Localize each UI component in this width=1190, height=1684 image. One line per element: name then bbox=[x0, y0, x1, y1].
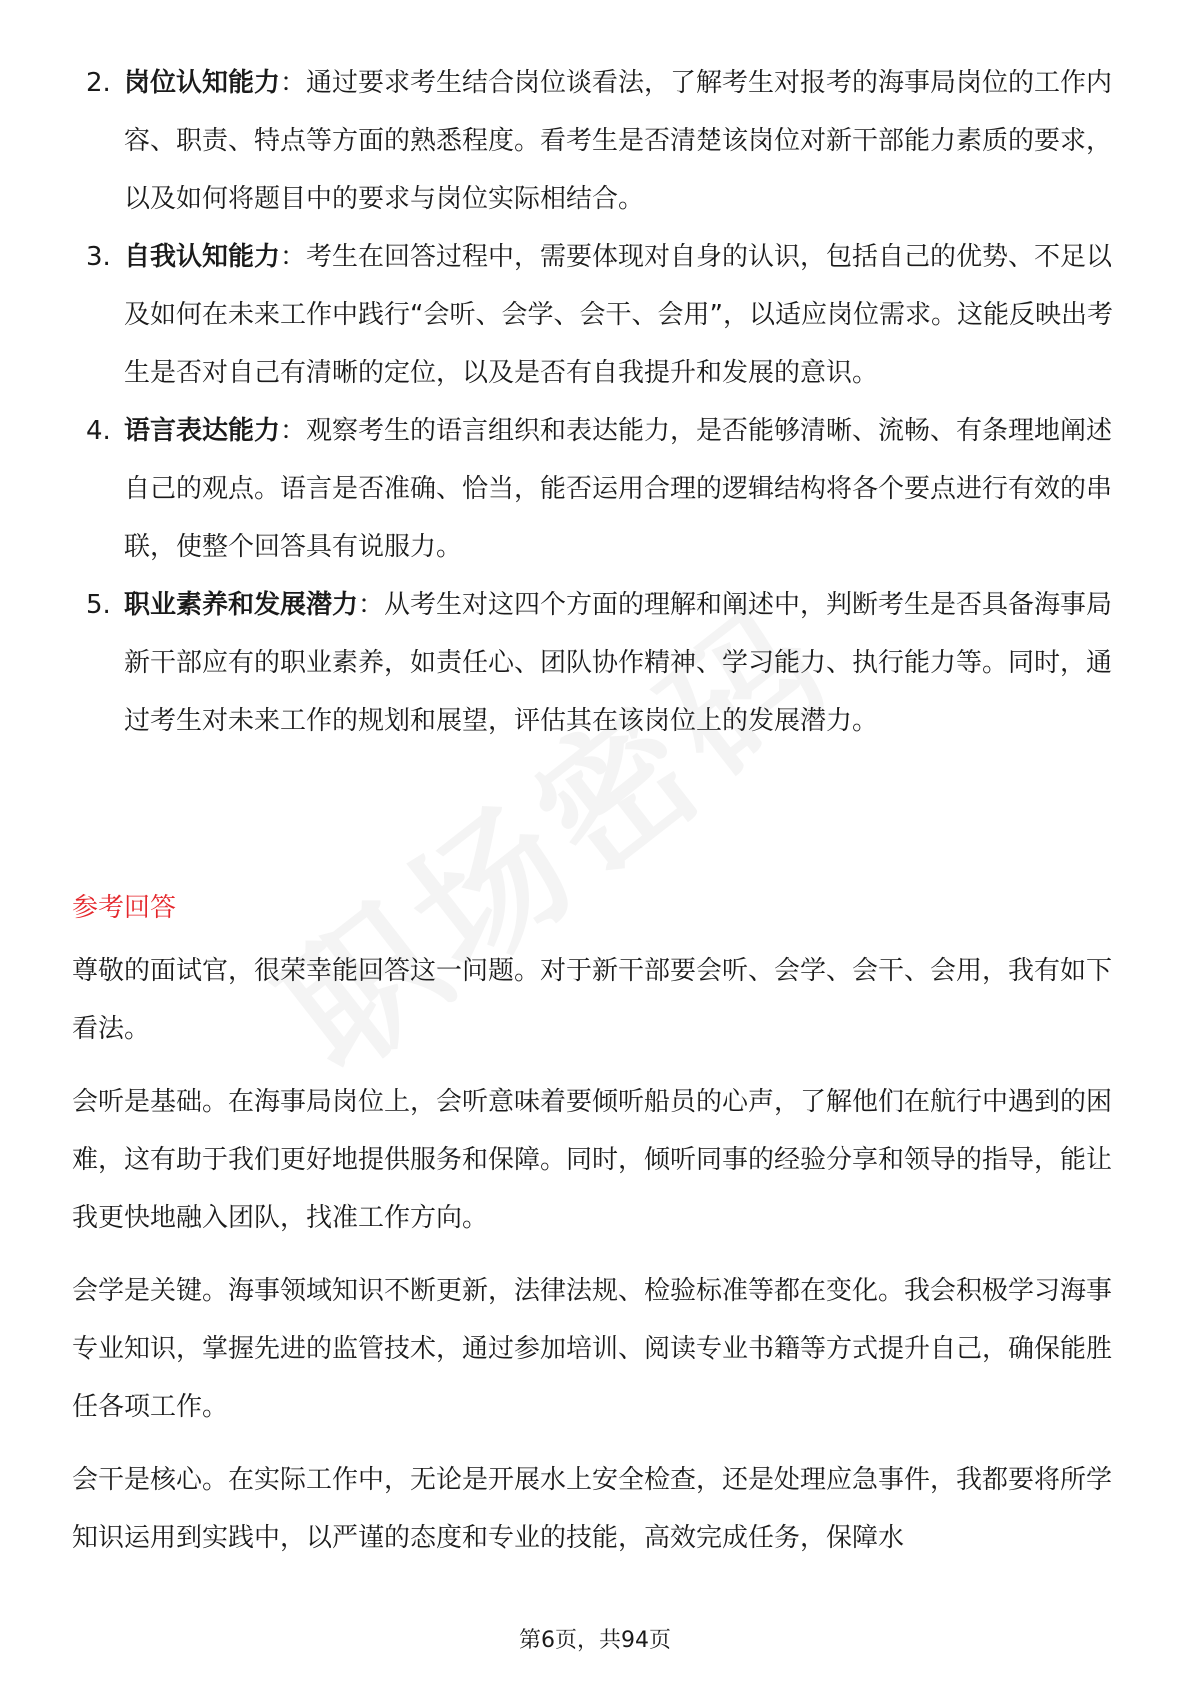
paragraph: 尊敬的面试官，很荣幸能回答这一问题。对于新干部要会听、会学、会干、会用，我有如下看法。 bbox=[72, 956, 1113, 1044]
list-item bbox=[76, 228, 1126, 402]
paragraph: 会干是核心。在实际工作中，无论是开展水上安全检查，还是处理应急事件，我都要将所学知识运用到实践中，以严谨的态度和专业的技能，高效完成任务，保障水 bbox=[72, 1465, 1113, 1553]
list-item-number: 3. bbox=[86, 242, 111, 272]
list-item bbox=[76, 576, 1126, 750]
list-item-text: ：通过要求考生结合岗位谈看法，了解考生对报考的海事局岗位的工作内容、职责、特点等方面的熟悉程度。看考生是否清楚该岗位对新干部能力素质的要求，以及如何将题目中的要求与岗位实际相结合。 bbox=[124, 68, 1113, 214]
list-item-text: ：观察考生的语言组织和表达能力，是否能够清晰、流畅、有条理地阐述自己的观点。语言是否准确、恰当，能否运用合理的逻辑结构将各个要点进行有效的串联，使整个回答具有说服力。 bbox=[124, 416, 1113, 562]
list-item-number: 5. bbox=[86, 590, 111, 620]
section-heading: 参考回答 bbox=[72, 893, 177, 923]
list-item-title: 语言表达能力 bbox=[124, 416, 281, 446]
list-item-number: 4. bbox=[86, 416, 111, 446]
list-item-text: ：考生在回答过程中，需要体现对自身的认识，包括自己的优势、不足以及如何在未来工作中践行“会听、会学、会干、会用”，以适应岗位需求。这能反映出考生是否对自己有清晰的定位，以及是否有自我提升和发展的意识。 bbox=[124, 242, 1113, 388]
list-item-number: 2. bbox=[86, 68, 111, 98]
list-item-text: ：从考生对这四个方面的理解和阐述中，判断考生是否具备海事局新干部应有的职业素养，如责任心、团队协作精神、学习能力、执行能力等。同时，通过考生对未来工作的规划和展望，评估其在该岗位上的发展潜力。 bbox=[124, 590, 1113, 736]
criteria-list bbox=[76, 54, 1126, 750]
paragraph: 会学是关键。海事领域知识不断更新，法律法规、检验标准等都在变化。我会积极学习海事专业知识，掌握先进的监管技术，通过参加培训、阅读专业书籍等方式提升自己，确保能胜任各项工作。 bbox=[72, 1276, 1113, 1422]
list-item bbox=[76, 54, 1126, 228]
paragraph: 会听是基础。在海事局岗位上，会听意味着要倾听船员的心声，了解他们在航行中遇到的困难，这有助于我们更好地提供服务和保障。同时，倾听同事的经验分享和领导的指导，能让我更快地融入团队，找准工作方向。 bbox=[72, 1087, 1113, 1233]
page-footer: 第6页，共94页 bbox=[519, 1628, 671, 1653]
list-item-title: 职业素养和发展潜力 bbox=[124, 590, 359, 620]
list-item bbox=[76, 402, 1126, 576]
list-item-title: 岗位认知能力 bbox=[124, 68, 281, 98]
list-item-title: 自我认知能力 bbox=[124, 242, 281, 272]
